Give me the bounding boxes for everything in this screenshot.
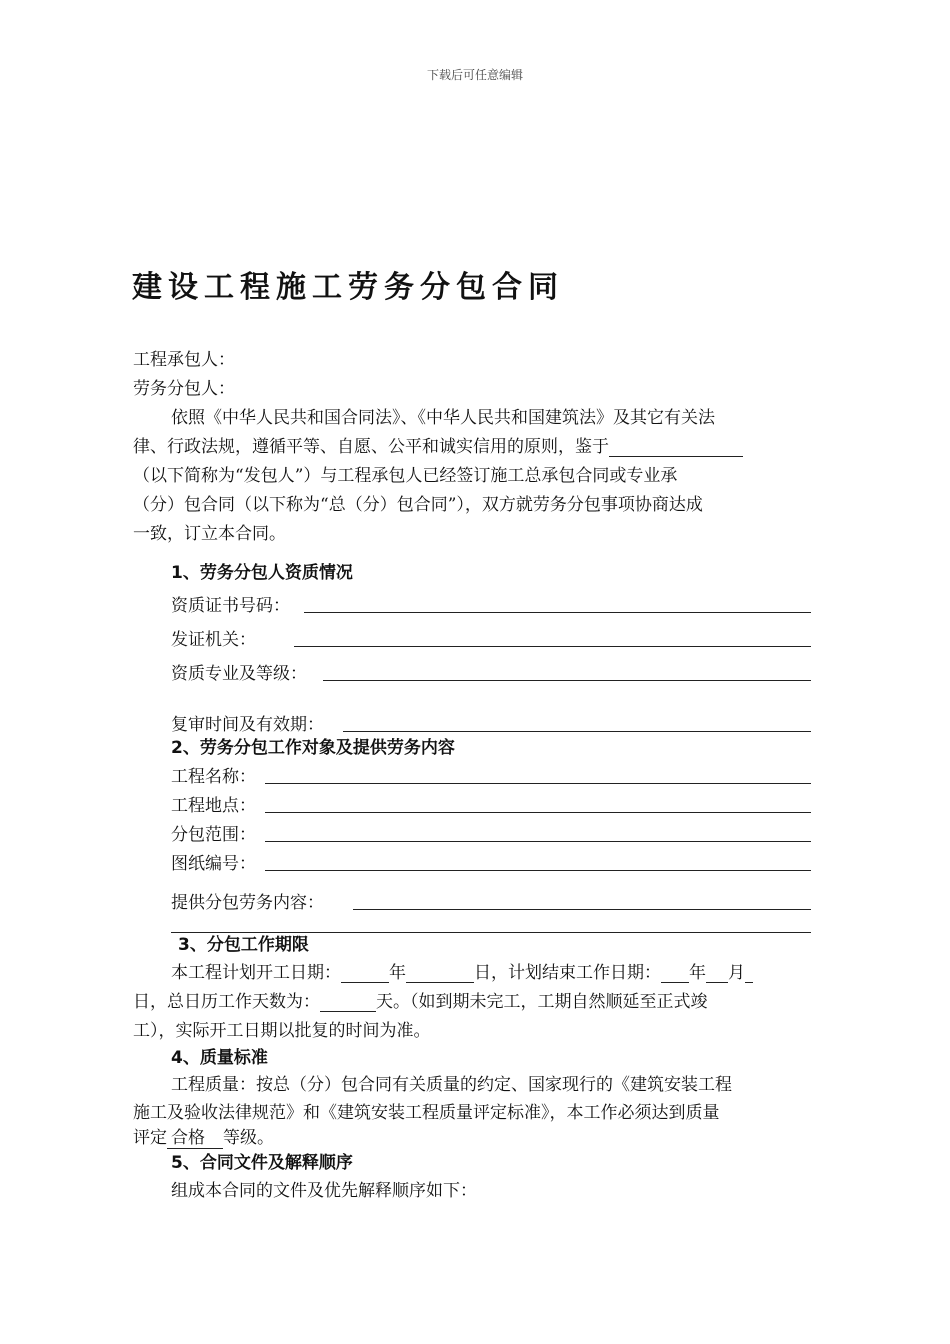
drawing-no-field[interactable] [265,870,811,871]
employer-blank[interactable] [609,438,743,457]
section3-heading: 3、分包工作期限 [178,935,309,955]
section2-heading: 2、劳务分包工作对象及提供劳务内容 [171,738,455,758]
intro-line-2-text: 律、行政法规，遵循平等、自愿、公平和诚实信用的原则，鉴于 [133,437,609,457]
cert-no-label: 资质证书号码： [171,596,290,616]
contractor-label: 工程承包人： [133,350,235,370]
section5-heading: 5、合同文件及解释顺序 [171,1153,353,1173]
end-date-label: 日，计划结束工作日期： [474,963,661,983]
project-name-field[interactable] [265,783,811,784]
year2-text: 年 [689,963,706,983]
month-text: 月 [728,963,745,983]
quality-line-2: 施工及验收法律规范》和《建筑安装工程质量评定标准》，本工作必须达到质量 [133,1103,720,1123]
project-name-label: 工程名称： [171,767,256,787]
section4-heading: 4、质量标准 [171,1048,268,1068]
intro-line-3: （以下简称为“发包人”）与工程承包人已经签订施工总承包合同或专业承 [133,466,678,486]
review-field[interactable] [343,731,811,732]
total-days-text: 天。（如到期未完工，工期自然顺延至正式竣 [376,992,708,1012]
year-text: 年 [389,963,406,983]
end-year-blank[interactable] [661,964,689,983]
quality-grade[interactable]: 合格 [167,1128,223,1149]
issuer-field[interactable] [294,646,811,647]
intro-line-1: 依照《中华人民共和国合同法》、《中华人民共和国建筑法》及其它有关法 [171,408,715,428]
review-label: 复审时间及有效期： [171,715,324,735]
total-days-blank[interactable] [320,993,376,1012]
end-day-blank[interactable] [745,964,753,983]
quality-line-1: 工程质量：按总（分）包合同有关质量的约定、国家现行的《建筑安装工程 [171,1075,732,1095]
scope-field[interactable] [265,841,811,842]
quality-level-text: 等级。 [223,1128,274,1148]
intro-line-2 [133,437,743,457]
grade-label: 资质专业及等级： [171,664,307,684]
drawing-no-label: 图纸编号： [171,854,256,874]
intro-line-4: （分）包合同（以下称为“总（分）包合同”），双方就劳务分包事项协商达成 [133,495,703,515]
labor-content-label: 提供分包劳务内容： [171,893,324,913]
subcontractor-label: 劳务分包人： [133,379,235,399]
document-title: 建设工程施工劳务分包合同 [132,270,564,305]
quality-line-3 [133,1128,274,1148]
section1-heading: 1、劳务分包人资质情况 [171,563,353,583]
project-site-field[interactable] [265,812,811,813]
labor-content-field-2[interactable] [171,932,811,933]
start-date-label: 本工程计划开工日期： [171,963,341,983]
start-day-blank[interactable] [406,964,474,983]
header-note: 下载后可任意编辑 [426,68,523,82]
total-days-label: 日，总日历工作天数为： [133,992,320,1012]
project-site-label: 工程地点： [171,796,256,816]
quality-eval-text: 评定 [133,1128,167,1148]
cert-no-field[interactable] [304,612,811,613]
period-line-2 [133,992,708,1012]
end-month-blank[interactable] [706,964,728,983]
start-year-blank[interactable] [341,964,389,983]
intro-line-5: 一致，订立本合同。 [133,524,286,544]
grade-field[interactable] [323,680,811,681]
period-line-1 [171,963,753,983]
scope-label: 分包范围： [171,825,256,845]
period-line-3: 工），实际开工日期以批复的时间为准。 [133,1021,431,1041]
labor-content-field[interactable] [353,909,811,910]
issuer-label: 发证机关： [171,630,256,650]
docs-order-line: 组成本合同的文件及优先解释顺序如下： [171,1181,477,1201]
